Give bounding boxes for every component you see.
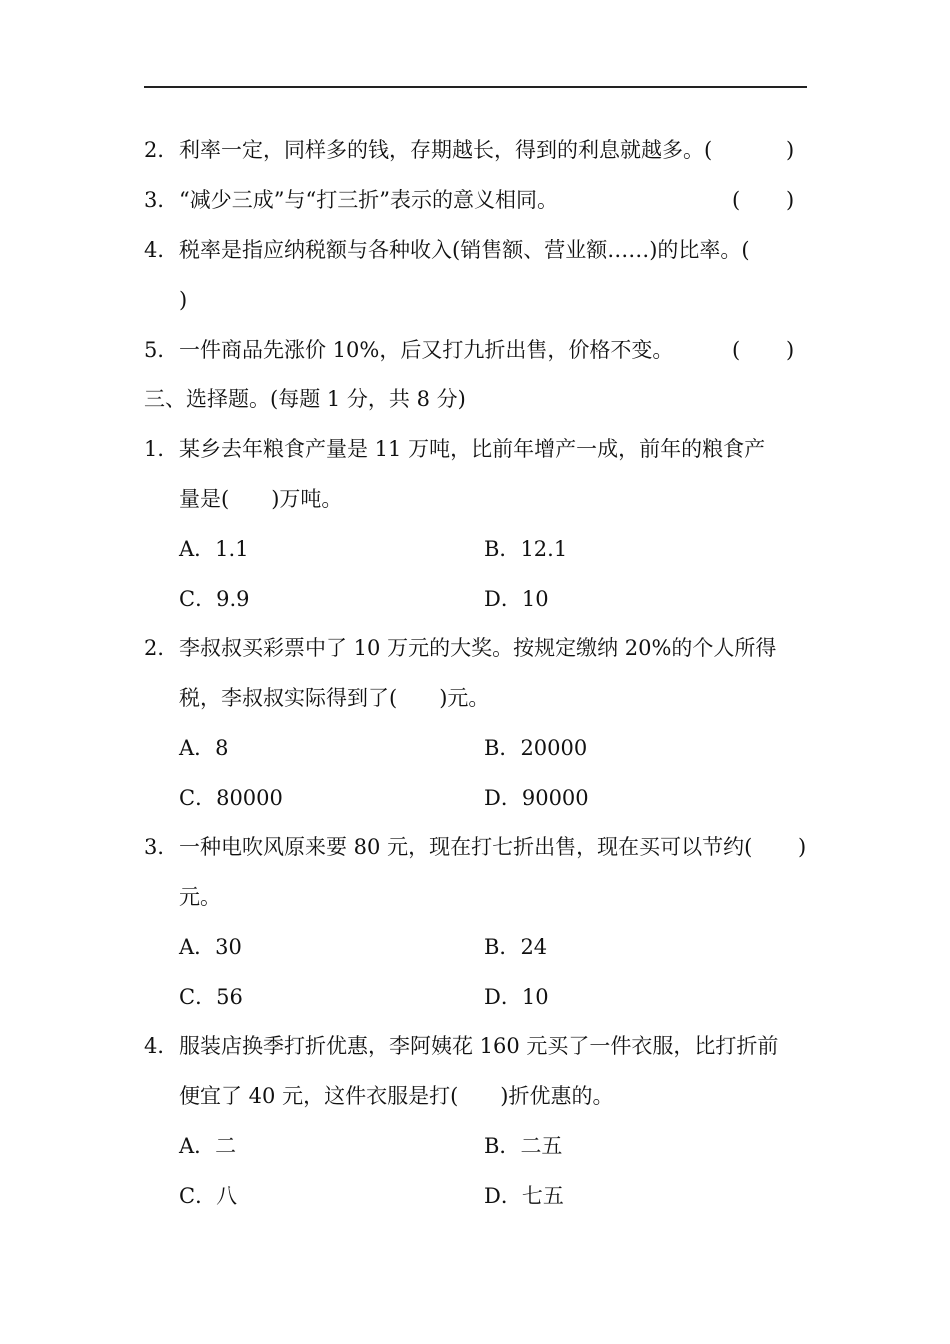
option-a: A．8 (179, 736, 229, 760)
option-b: B．24 (484, 935, 548, 959)
answer-paren-close: ) (798, 835, 807, 859)
option-a: A．30 (179, 935, 242, 959)
answer-paren-open: ( (732, 338, 741, 362)
option-d: D．10 (484, 587, 549, 611)
option-c: C．八 (179, 1184, 238, 1208)
option-d: D．90000 (484, 786, 589, 810)
answer-paren-open: ( (732, 188, 741, 212)
option-b: B．12.1 (484, 537, 568, 561)
option-a: A．二 (179, 1134, 237, 1158)
answer-paren-close: ) (786, 188, 795, 212)
option-c: C．9.9 (179, 587, 250, 611)
header-rule (144, 86, 807, 88)
answer-paren-close: ) (786, 338, 795, 362)
option-a: A．1.1 (179, 537, 249, 561)
option-b: B．20000 (484, 736, 588, 760)
option-d: D．10 (484, 985, 549, 1009)
option-c: C．56 (179, 985, 243, 1009)
option-b: B．二五 (484, 1134, 563, 1158)
option-d: D．七五 (484, 1184, 564, 1208)
section-title: 三、选择题。(每题 1 分，共 8 分) (144, 387, 466, 411)
option-c: C．80000 (179, 786, 283, 810)
answer-paren-close: ) (786, 138, 795, 162)
